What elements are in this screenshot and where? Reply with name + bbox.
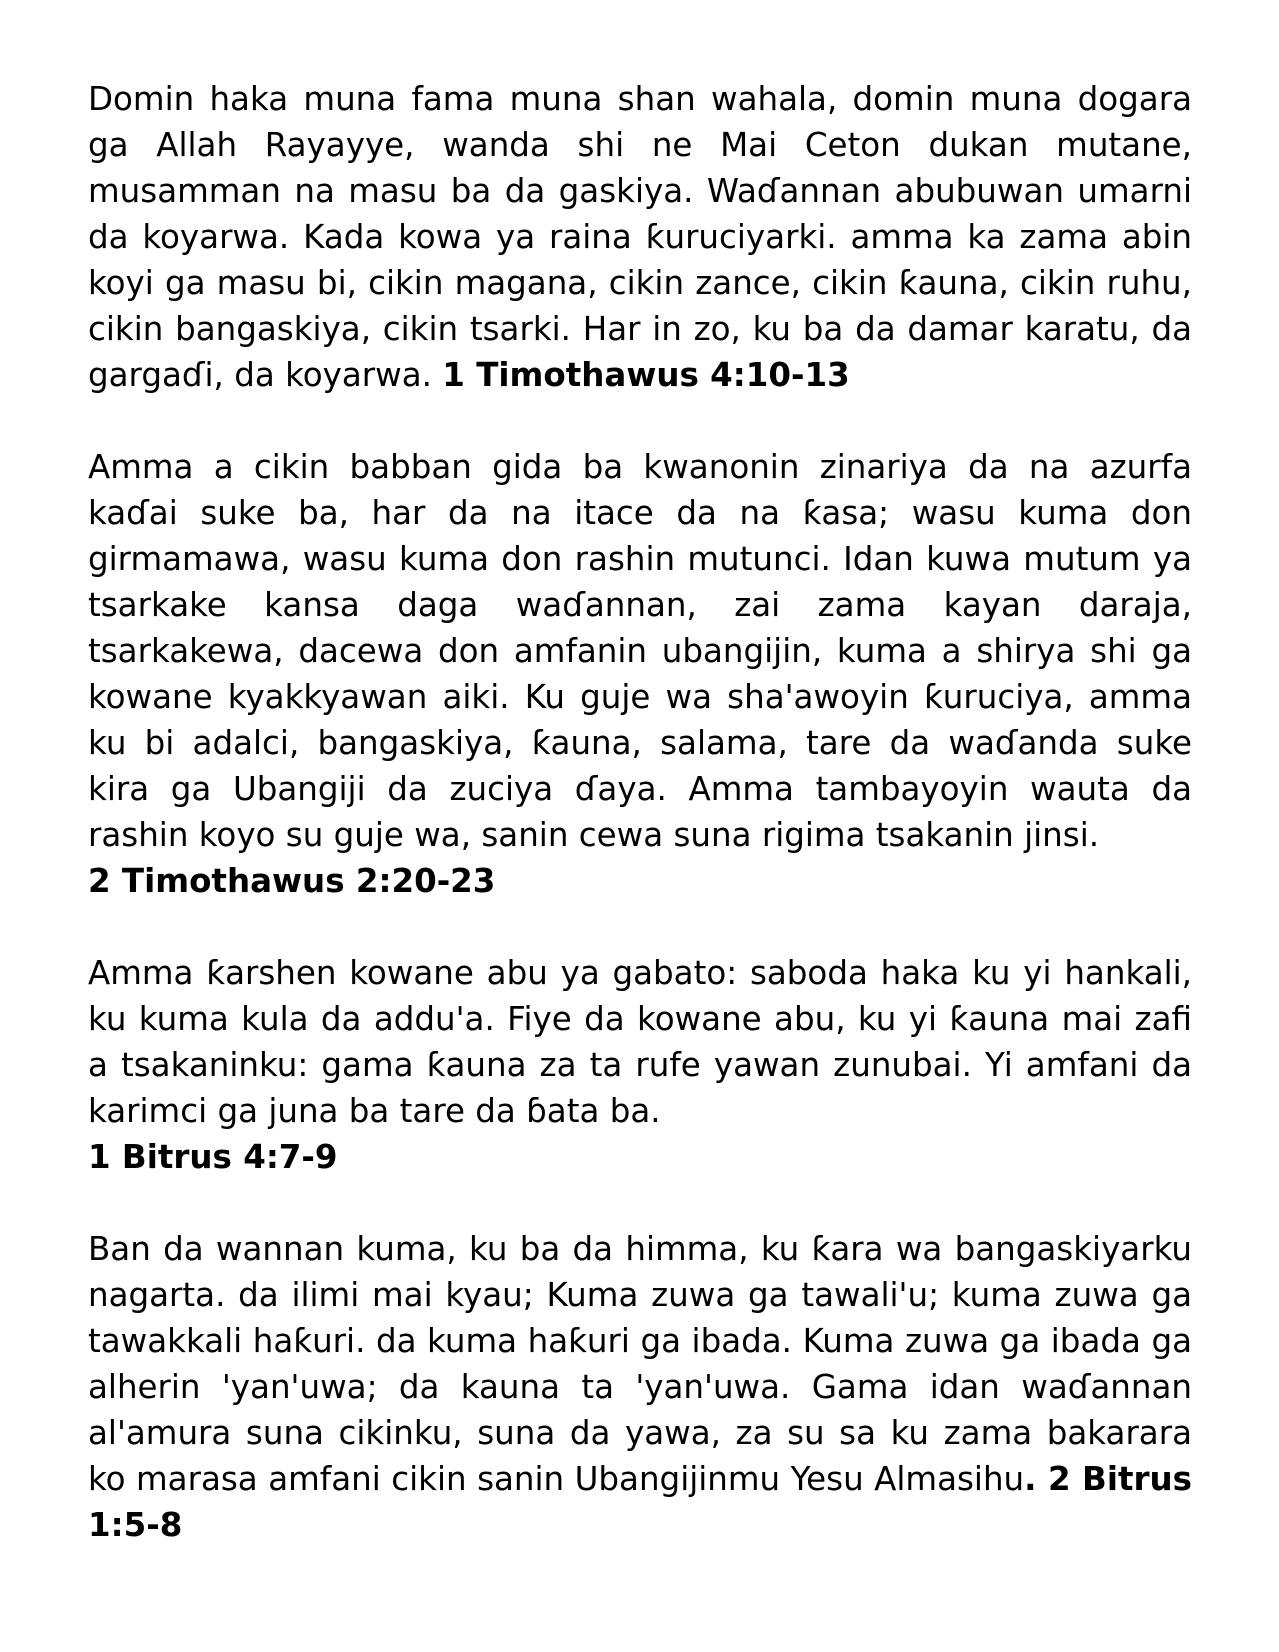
scripture-reference: 1 Timothawus 4:10-13 [442, 356, 850, 394]
passage-text: Domin haka muna fama muna shan wahala, domin muna dogara ga Allah Rayayye, wanda shi ne Mai Ceton dukan mutane, musamman na masu ba da gaskiya. Waɗannan abubuwan umarni da koyarwa. Kada kowa ya raina ƙuruciyarki. amma ka zama abin koyi ga masu bi, cikin magana, cikin zance, cikin ƙauna, cikin ruhu, cikin bangaskiya, cikin tsarki. Har in zo, ku ba da damar karatu, da gargaɗi, da koyarwa. [88, 80, 1192, 394]
scripture-reference: 2 Timothawus 2:20-23 [88, 862, 496, 900]
passage-text: Amma ƙarshen kowane abu ya gabato: saboda haka ku yi hankali, ku kuma kula da addu'a. Fiye da kowane abu, ku yi ƙauna mai zafi a tsakaninku: gama ƙauna za ta rufe yawan zunubai. Yi amfani da karimci ga juna ba tare da ɓata ba. [88, 954, 1192, 1130]
passage-text: Ban da wannan kuma, ku ba da himma, ku ƙara wa bangaskiyarku nagarta. da ilimi mai kyau; Kuma zuwa ga tawali'u; kuma zuwa ga tawakkali haƙuri. da kuma haƙuri ga ibada. Kuma zuwa ga ibada ga alherin 'yan'uwa; da kauna ta 'yan'uwa. Gama idan waɗannan al'amura suna cikinku, suna da yawa, za su sa ku zama bakarara ko marasa amfani cikin sanin Ubangijinmu Yesu Almasihu [88, 1230, 1192, 1498]
document-page [88, 76, 1192, 1594]
scripture-reference: 1 Bitrus 4:7-9 [88, 1138, 338, 1176]
passage-text: Amma a cikin babban gida ba kwanonin zinariya da na azurfa kaɗai suke ba, har da na itace da na ƙasa; wasu kuma don girmamawa, wasu kuma don rashin mutunci. Idan kuwa mutum ya tsarkake kansa daga waɗannan, zai zama kayan daraja, tsarkakewa, dacewa don amfanin ubangijin, kuma a shirya shi ga kowane kyakkyawan aiki. Ku guje wa sha'awoyin ƙuruciya, amma ku bi adalci, bangaskiya, ƙauna, salama, tare da waɗanda suke kira ga Ubangiji da zuciya ɗaya. Amma tambayoyin wauta da rashin koyo su guje wa, sanin cewa suna rigima tsakanin jinsi. [88, 448, 1192, 854]
passage-1 [88, 76, 1192, 398]
passage-3 [88, 950, 1192, 1180]
scripture-reference: . 2 Bitrus 1:5-8 [88, 1460, 1193, 1544]
passage-2 [88, 444, 1192, 904]
passage-4 [88, 1226, 1192, 1548]
